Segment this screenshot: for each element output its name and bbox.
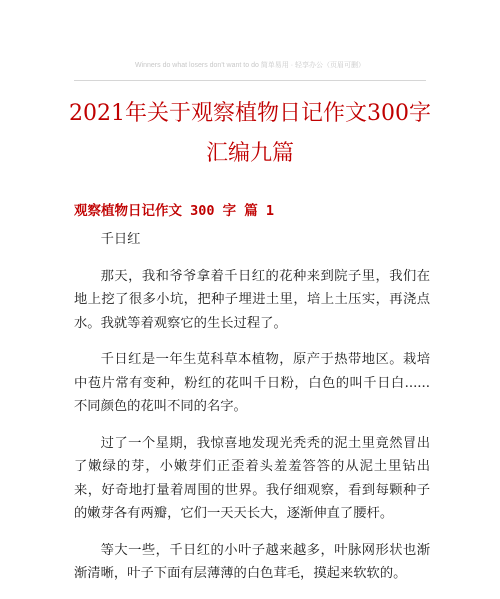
paragraph: 那天，我和爷爷拿着千日红的花种来到院子里，我们在地上挖了很多小坑，把种子埋进土里，培上土压实，再浇点水。我就等着观察它的生长过程了。 [74, 268, 430, 331]
paragraph: 千日红是一年生苋科草本植物，原产于热带地区。栽培中苞片常有变种，粉红的花叫千日粉，白色的叫千日白......不同颜色的花叫不同的名字。 [74, 352, 430, 414]
paragraph: 千日红 [100, 232, 141, 247]
document-title: 2021年关于观察植物日记作文300字汇编九篇 [69, 101, 431, 166]
paragraph: 过了一个星期，我惊喜地发现光秃秃的泥土里竟然冒出了嫩绿的芽，小嫩芽们正歪着头羞羞答答的从泥土里钻出来，好奇地打量着周围的世界。我仔细观察，看到每颗种子的嫩芽各有两瓣，它们一天天长大，逐渐伸直了腰杆。 [74, 435, 430, 521]
header-divider [74, 80, 426, 81]
header-note: Winners do what losers don't want to do 简单易用 · 轻享办公（页眉可删） [134, 62, 366, 69]
document-body [74, 228, 430, 599]
paragraph: 等大一些，千日红的小叶子越来越多，叶脉网形状也渐渐清晰，叶子下面有层薄薄的白色茸毛，摸起来软软的。 [74, 542, 430, 581]
section-heading: 观察植物日记作文 300 字 篇 1 [74, 203, 275, 219]
